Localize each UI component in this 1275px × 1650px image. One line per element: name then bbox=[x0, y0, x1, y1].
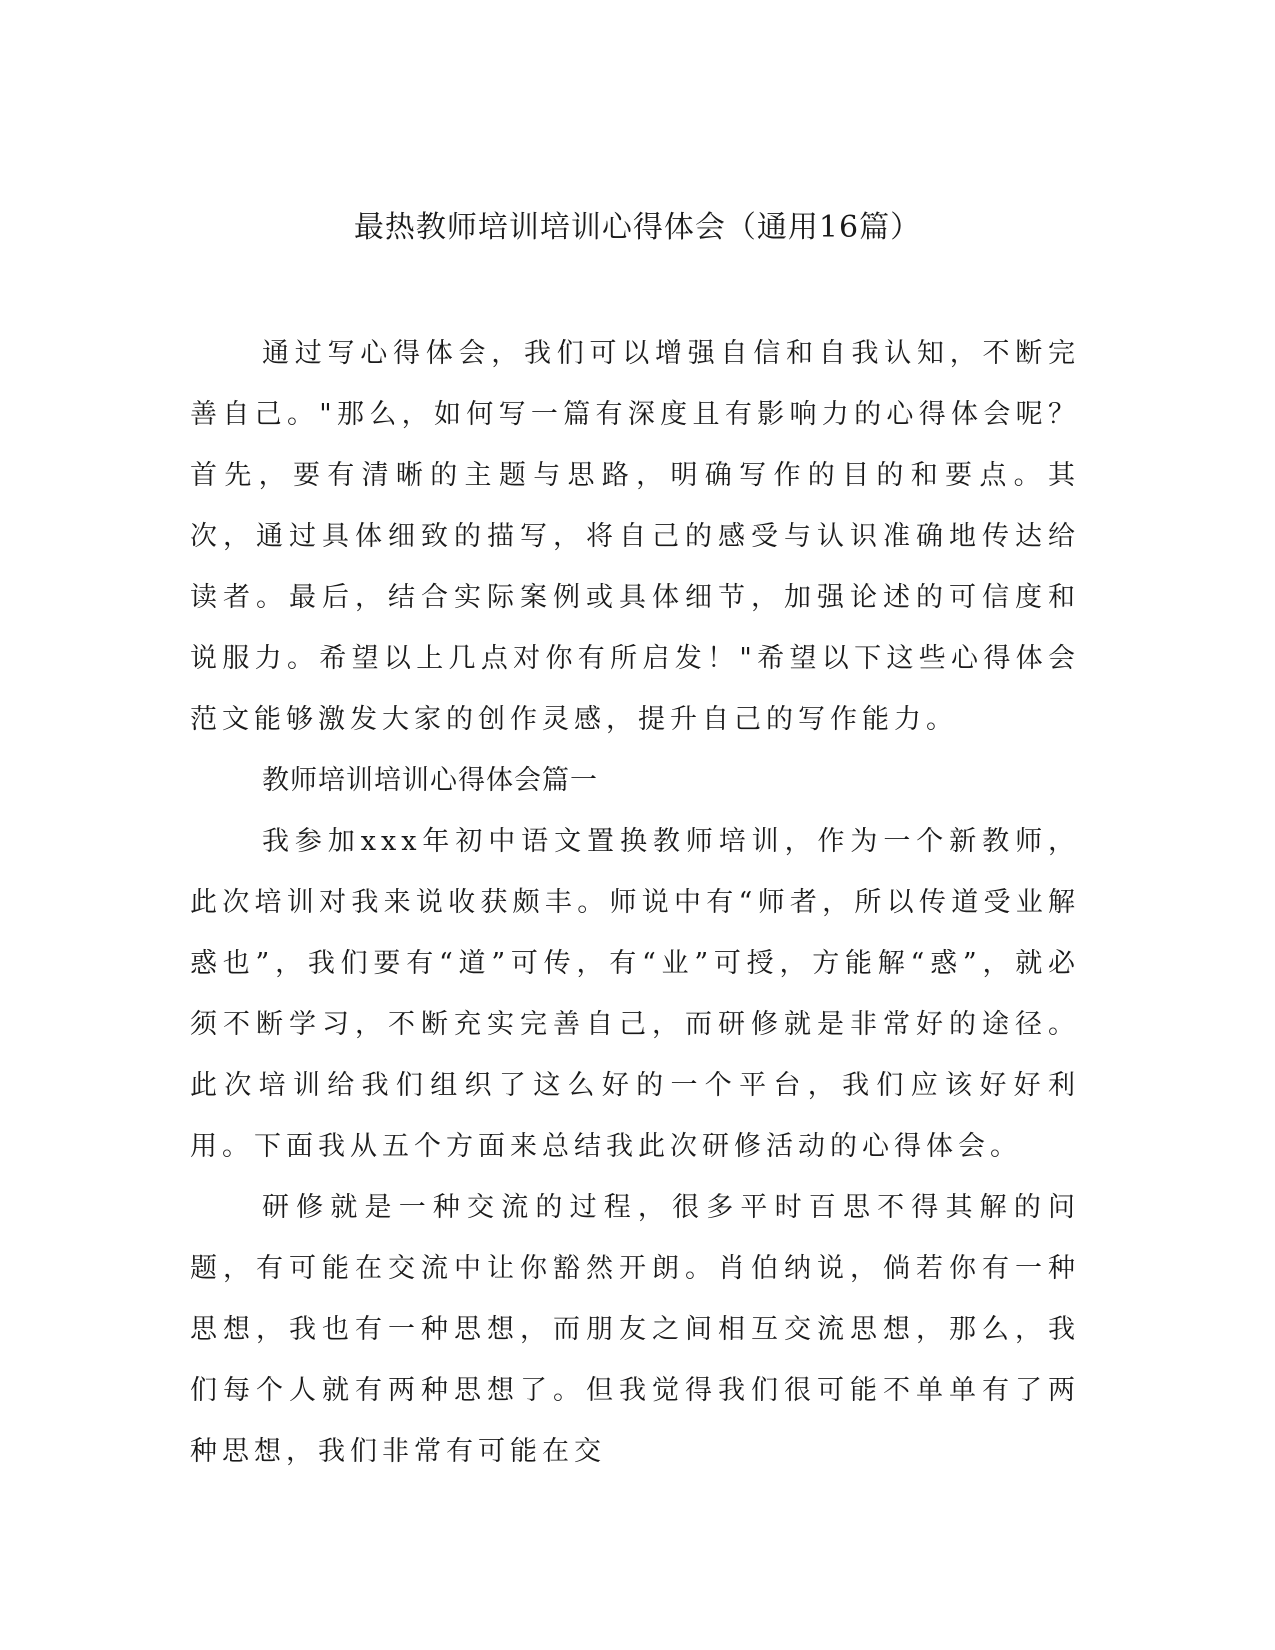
body-paragraph: 我参加xxx年初中语文置换教师培训，作为一个新教师，此次培训对我来说收获颇丰。师说中有“师者，所以传道受业解惑也”，我们要有“道”可传，有“业”可授，方能解“惑”，就必须不断学习，不断充实完善自己，而研修就是非常好的途径。此次培训给我们组织了这么好的一个平台，我们应该好好利用。下面我从五个方面来总结我此次研修活动的心得体会。 bbox=[190, 826, 1080, 1162]
document-body bbox=[190, 323, 1080, 1482]
section-heading: 教师培训培训心得体会篇一 bbox=[262, 765, 598, 796]
body-paragraph: 研修就是一种交流的过程，很多平时百思不得其解的问题，有可能在交流中让你豁然开朗。肖伯纳说，倘若你有一种思想，我也有一种思想，而朋友之间相互交流思想，那么，我们每个人就有两种思想了。但我觉得我们很可能不单单有了两种思想，我们非常有可能在交 bbox=[190, 1192, 1080, 1467]
intro-paragraph: 通过写心得体会，我们可以增强自信和自我认知，不断完善自己。"那么，如何写一篇有深度且有影响力的心得体会呢？首先，要有清晰的主题与思路，明确写作的目的和要点。其次，通过具体细致的描写，将自己的感受与认识准确地传达给读者。最后，结合实际案例或具体细节，加强论述的可信度和说服力。希望以上几点对你有所启发！"希望以下这些心得体会范文能够激发大家的创作灵感，提升自己的写作能力。 bbox=[190, 338, 1080, 735]
document-title: 最热教师培训培训心得体会（通用16篇） bbox=[353, 210, 922, 245]
